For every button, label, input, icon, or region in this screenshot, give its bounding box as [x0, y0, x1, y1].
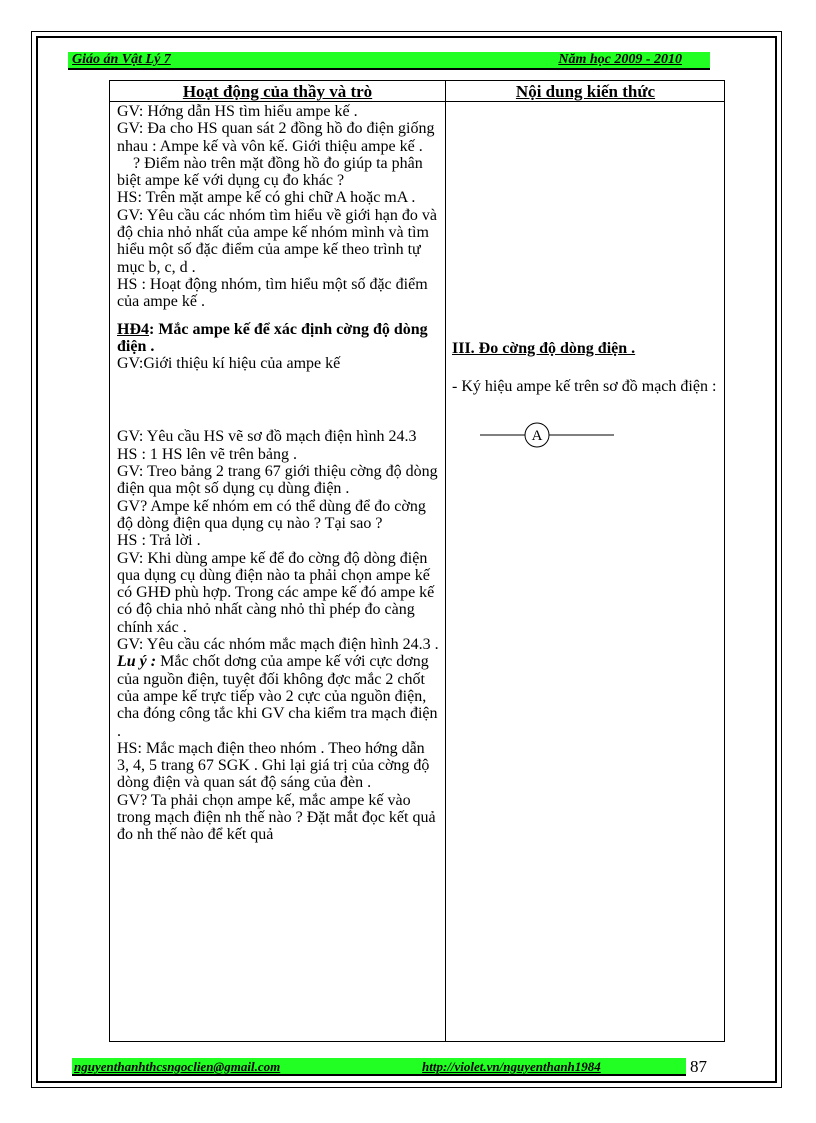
spacer [117, 311, 439, 321]
activity-line: GV: Yêu cầu các nhóm tìm hiểu về giới hạn đo và độ chia nhỏ nhất của ampe kế nhóm mình và tìm hiểu một số đặc điểm của ampe kế theo trình tự mục b, c, d . [117, 206, 437, 276]
header-band [68, 52, 710, 70]
activity-line: HS: Mắc mạch điện theo nhóm . Theo hớng dẫn 3, 4, 5 trang 67 SGK . Ghi lại giá trị của cờng độ dòng điện và quan sát độ sáng của đèn . [117, 739, 430, 792]
activity-line: GV: Yêu cầu các nhóm mắc mạch điện hình 24.3 . [117, 636, 439, 654]
activity-line: GV? Ta phải chọn ampe kế, mắc ampe kế vào trong mạch điện nh thế nào ? Đặt mắt đọc kết quả đo nh thế nào để kết quả [117, 791, 436, 844]
activity-4-label: HĐ4 [117, 320, 149, 338]
spacer [117, 372, 439, 428]
lesson-table [109, 80, 725, 1042]
activity-line: GV: Đa cho HS quan sát 2 đồng hồ đo điện giống nhau : Ampe kế và vôn kế. Giới thiệu ampe kế . [117, 120, 435, 155]
header-course-title: Giáo án Vật Lý 7 [72, 52, 171, 67]
safety-note-label: Lu ý : [117, 653, 157, 671]
footer-email[interactable]: nguyenthanhthcsngoclien@gmail.com [74, 1059, 281, 1074]
activity-4-heading [117, 321, 439, 356]
column-divider [445, 81, 446, 1041]
activity-line: GV? Ampe kế nhóm em có thể dùng để đo cờng độ dòng điện qua dụng cụ nào ? Tại sao ? [117, 497, 426, 532]
header-school-year: Năm học 2009 - 2010 [558, 52, 682, 67]
activities-column [117, 103, 439, 844]
column-header-activities: Hoạt động của thầy và trò [182, 82, 373, 101]
page-number: 87 [690, 1057, 707, 1076]
activity-line: GV: Treo bảng 2 trang 67 giới thiệu cờng độ dòng điện qua một số dụng cụ dùng điện . [117, 463, 438, 498]
safety-note [117, 653, 439, 739]
activity-line: GV: Khi dùng ampe kế để đo cờng độ dòng điện qua dụng cụ dùng điện nào ta phải chọn ampe kế có GHĐ phù hợp. Trong các ampe kế đó ampe kế có độ chia nhỏ nhất càng nhỏ thì phép đo càng chính xác . [117, 549, 435, 636]
activity-line: HS: Trên mặt ampe kế có ghi chữ A hoặc mA . [117, 189, 416, 207]
ammeter-symbol-icon [480, 421, 614, 449]
safety-note-text: Mắc chốt dơng của ampe kế với cực dơng của nguồn điện, tuyệt đối không đợc mắc 2 chốt của ampe kế trực tiếp vào 2 cực của nguồn điện, cha đóng công tắc khi GV cha kiểm tra mạch điện . [117, 653, 438, 740]
activity-line: GV: Hớng dẫn HS tìm hiểu ampe kế . [117, 103, 358, 120]
activity-line: HS : Hoạt động nhóm, tìm hiểu một số đặc điểm của ampe kế . [117, 275, 428, 311]
activity-line: HS : Trả lời . [117, 532, 201, 550]
activity-line: GV:Giới thiệu kí hiệu của ampe kế [117, 355, 341, 373]
section-heading: III. Đo cờng độ dòng điện . [452, 340, 636, 357]
footer-band [72, 1058, 686, 1076]
ammeter-symbol-letter: A [531, 428, 543, 444]
symbol-description: - Ký hiệu ampe kế trên sơ đồ mạch điện : [452, 378, 717, 395]
activity-line: HS : 1 HS lên vẽ trên bảng . [117, 445, 297, 463]
activity-line: GV: Yêu cầu HS vẽ sơ đồ mạch điện hình 24.3 [117, 428, 417, 446]
activity-4-title: : Mắc ampe kế để xác định cờng độ dòng điện . [117, 320, 428, 355]
activity-line: ? Điểm nào trên mặt đồng hồ đo giúp ta phân biệt ampe kế với dụng cụ đo khác ? [117, 154, 427, 190]
column-header-content: Nội dung kiến thức [515, 82, 656, 101]
footer-url[interactable]: http://violet.vn/nguyenthanh1984 [422, 1059, 601, 1074]
